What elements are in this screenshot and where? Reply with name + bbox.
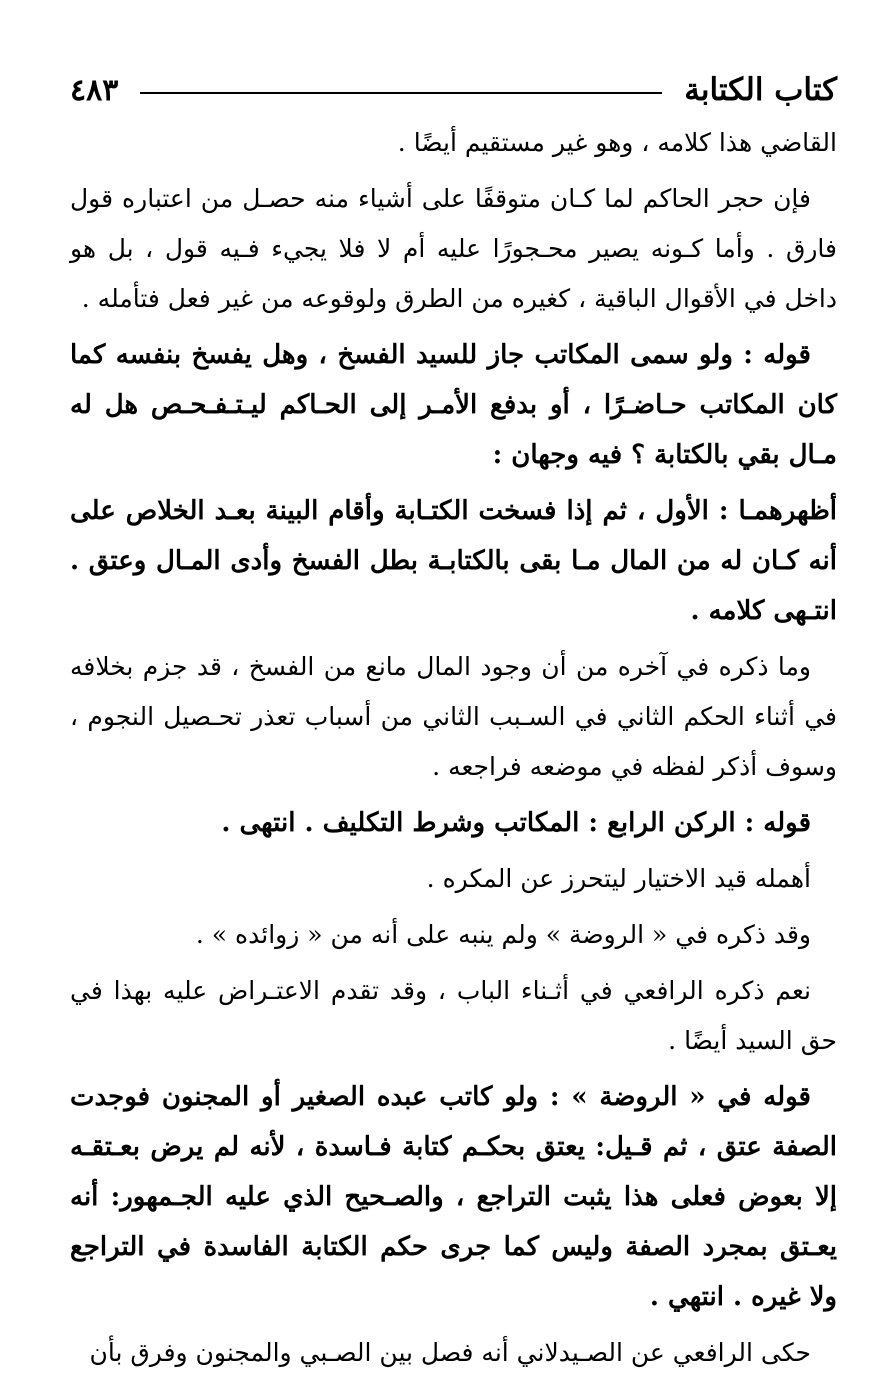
- running-title: كتاب الكتابة: [684, 72, 837, 108]
- paragraph: وما ذكره في آخره من أن وجود المال مانع من الفسخ ، قد جزم بخلافه في أثناء الحكم الثاني في السـبب الثاني من أسباب تعذر تحـصيل النجوم ، وسوف أذكر لفظه في موضعه فراجعه .: [70, 652, 837, 781]
- page-body: [70, 118, 837, 1378]
- quoted-paragraph: قوله : ولو سمى المكاتب جاز للسيد الفسخ ، وهل يفسخ بنفسه كما كان المكاتب حـاضـرًا ، أو بدفع الأمـر إلى الحـاكم ليـتـفـحـص هل له مـال بقي بالكتابة ؟ فيه وجهان :: [70, 340, 837, 470]
- quoted-paragraph: قوله في « الروضة » : ولو كاتب عبده الصغير أو المجنون فوجدت الصفة عتق ، ثم قـيل: يعتق بحكـم كتابة فـاسدة ، لأنه لم يرض بعـتقـه إلا بعوض فعلى هذا يثبت التراجع ، والصـحيح الذي عليه الجـمهور: أنه يعـتق بمجرد الصفة وليس كما جرى حكم الكتابة الفاسدة في التراجع ولا غيره . انتهي .: [70, 1082, 837, 1312]
- paragraph: فإن حجر الحاكم لما كـان متوقفًا على أشياء منه حصـل من اعتباره قول فارق . وأما كـونه يصير محـجورًا عليه أم لا فلا يجيء فـيه قول ، بل هو داخل في الأقوال الباقية ، كغيره من الطرق ولوقوعه من غير فعل فتأمله .: [70, 184, 837, 313]
- page-number: ٤٨٣: [70, 72, 119, 108]
- quoted-paragraph: قوله : الركن الرابع : المكاتب وشرط التكليف . انتهى .: [221, 808, 811, 838]
- paragraph: نعم ذكره الرافعي في أثـناء الباب ، وقد تقدم الاعتـراض عليه بهذا في حق السيد أيضًا .: [70, 976, 837, 1055]
- paragraph: وقد ذكره في « الروضة » ولم ينبه على أنه من « زوائده » .: [195, 920, 811, 949]
- paragraph: حكى الرافعي عن الصـيدلاني أنه فصل بين الصـبي والمجنون وفرق بأن: [89, 1338, 811, 1367]
- quoted-paragraph: أظهرهمـا : الأول ، ثم إذا فسخت الكتـابة وأقام البينة بعـد الخلاص على أنه كـان له من المال مـا بقى بالكتابـة بطل الفسخ وأدى المـال وعتق . انتـهى كلامه .: [70, 496, 837, 626]
- header-rule: [140, 92, 662, 94]
- paragraph: القاضي هذا كلامه ، وهو غير مستقيم أيضًا .: [397, 128, 837, 157]
- page-header: [70, 62, 837, 118]
- paragraph: أهمله قيد الاختيار ليتحرز عن المكره .: [426, 864, 811, 893]
